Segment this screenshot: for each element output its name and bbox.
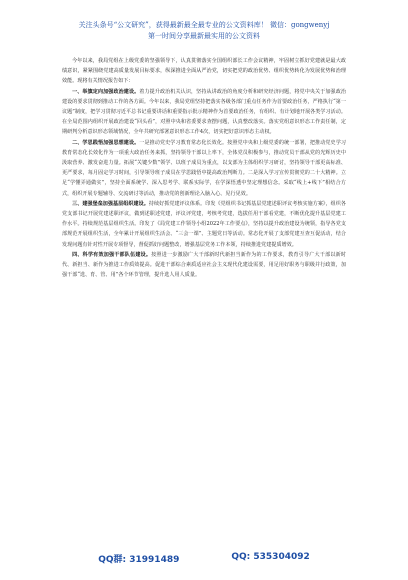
intro-paragraph: 今年以来，我局党组在上级党委的坚强领导下，认真贯彻落实全国组织部长工作会议精神，牢固树立抓好党建就是最大政绩意识，紧紧围绕党建高质量发展目标要求，纵深推进全面从严治党，切实把党的政治优势、组织优势转化为发展优势和治理效能。现将有关情况报告如下：: [62, 58, 346, 85]
promo-header-line-1: 关注头条号“公文研究”，获得最新最全最专业的公文资料库！ 微信：gongwenyj: [78, 21, 330, 29]
section-heading: 一、举旗定向加强政治建设。: [72, 88, 140, 95]
section-heading: 四、科学有效加强干部队伍建设。: [72, 251, 152, 258]
section-paragraph: [62, 199, 346, 250]
section-paragraph: [62, 87, 346, 138]
promo-header-line-2: 第一时间分享最新最实用的公文资料: [148, 32, 260, 40]
promo-header: [0, 20, 408, 42]
section-body: 按照进一步激励广大干部新时代新担当新作为的工作要求，教育引导广大干部以新时代、新担当、新作为推进工作质效提高。促进干部综合素质适应社会主义现代化建设需要，用足用好职务与职级并行政策，加强干部“选、育、管、用”各个环节管理，提升选人用人质量。: [62, 251, 346, 279]
qq-group-number: QQ群: 31991489: [98, 555, 180, 565]
section-heading: 三、建强堡垒加强基层组织建设。: [72, 200, 149, 207]
section-body: 一是推动党史学习教育常态化长效化。按照党中央和上级党委的统一部署，把推动党史学习教育常态化长效化作为一项重大政治任务来抓，坚持领导干部以上率下，全体党员积极参与，推动党员干部从党的光辉历史中汲取营养、激发奋进力量。拓展“关键少数”领学、以班子成员为重点，以支部为主体组织学习研讨，坚持领导干部更高标准、更严要求，每月固定学习时间，引导领导班子成员在学思践悟中提高政治判断力。二是深入学习宣传贯彻党的二十大精神。立足“学懂弄通做实”，坚持全面系统学、深入思考学、联系实际学，在学深悟透中坚定理想信念。采取“线上+线下”相结合方式，组织开展专题辅导、交流研讨等活动，推动党的创新理论入脑入心、见行见效。: [62, 139, 346, 197]
section-paragraph: [62, 250, 346, 281]
section-body: 持续好抓党建评议体系。印发《党组织书记抓基层党建述职评议考核实施方案》，组织各党支部书记开展党建述职评议，做到述职述党建，评议评党建，考核考党建，选拔任用干部看党建，不断优化提升基层党建工作水平。持续规范基层组织生活。印发了《局党建工作领导小组2022年工作要点》，坚持以提升政治建设为统领，指导各党支部规范开展组织生活，全年累计开展组织生活会、“三会一课”、主题党日等活动。常态化开展了支部党建互查互促活动，结合发现问题有针对性开展专项督导，督促抓好问题整改，增强基层党务工作本领，持续推进党建提质增效。: [62, 200, 346, 248]
contact-footer: [0, 552, 408, 565]
qq-number: QQ: 535304092: [231, 552, 310, 562]
section-paragraph: [62, 138, 346, 199]
section-heading: 二、学思践悟加强思想建设。: [72, 139, 140, 146]
document-body: [62, 56, 346, 280]
section-body: 着力提升政治机关认识，坚持从讲政治的角度分析和研究经济问题，将党中央关于加强政治建设的要求贯彻到推动工作的各方面。今年以来，我局党组坚持把落实各级各部门重点任务作为首要政治任务，严格执行“第一议题”制度，把学习贯彻习近平总书记重要讲话和重要指示批示精神作为首要政治任务，有组织、有计划地开展各类学习活动。在全局范围内组织开展政治建设“回头看”，对照中央和省委要求查摆问题，认真整改落实。落实党组意识形态工作责任制，定期研判分析意识形态领域情况，全年共研究部署意识形态工作4次，切实把好意识形态主动权。: [62, 88, 346, 136]
